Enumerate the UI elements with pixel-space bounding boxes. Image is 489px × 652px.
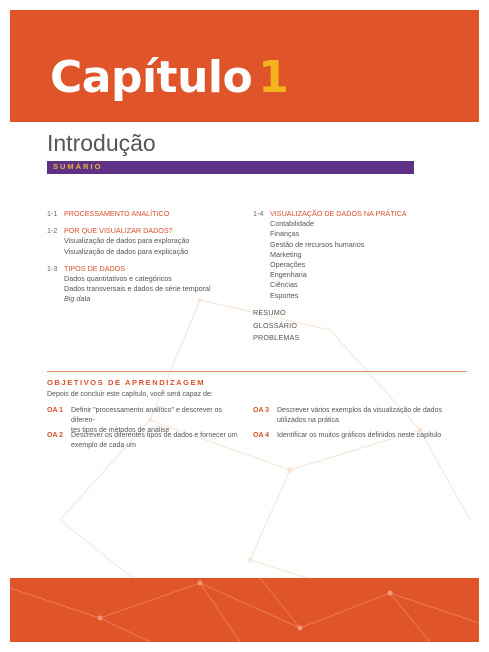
toc-entry (253, 209, 453, 301)
objective-text-line: exemplo de cada um (71, 442, 136, 449)
toc-subentry[interactable]: Ciências (270, 280, 298, 290)
toc-extra-glossario[interactable]: GLOSSÁRIO (253, 320, 298, 330)
toc-subentry[interactable]: Dados quantitativos e categóricos (64, 274, 172, 284)
bottom-network-pattern (10, 578, 479, 642)
toc-subentry[interactable]: Dados transversais e dados de série temporal (64, 284, 211, 294)
toc-entry-heading[interactable]: VISUALIZAÇÃO DE DADOS NA PRÁTICA (270, 209, 407, 218)
toc-left-column (47, 209, 247, 312)
toc-entry-number: 1-3 (47, 263, 58, 273)
objective-code: OA 2 (47, 432, 64, 439)
toc-extra-resumo[interactable]: RESUMO (253, 307, 286, 317)
chapter-banner (10, 10, 479, 122)
chapter-word: Capítulo (50, 52, 253, 103)
summary-bar (47, 161, 414, 174)
objective-text-line: Descrever os diferentes tipos de dados e fornecer um (71, 432, 238, 439)
bottom-banner (10, 578, 479, 642)
toc-subentry[interactable]: Visualização de dados para explicação (64, 246, 189, 256)
objective-item (47, 431, 247, 451)
section-divider (47, 371, 467, 372)
toc-entry (47, 264, 247, 305)
toc-subentry[interactable]: Esportes (270, 290, 299, 300)
toc-entry-number: 1-4 (253, 209, 264, 218)
objective-item (253, 431, 463, 441)
chapter-title (50, 52, 288, 103)
summary-label: SUMÁRIO (53, 162, 103, 171)
toc-entry-number: 1-1 (47, 209, 58, 218)
toc-entry (47, 226, 247, 257)
toc-subentry[interactable]: Contabilidade (270, 219, 314, 229)
toc-entry (47, 209, 247, 219)
objective-code: OA 4 (253, 432, 270, 439)
objective-text-line: utilizados na prática (277, 417, 339, 424)
objectives-intro: Depois de concluir este capítulo, você será capaz de: (47, 391, 213, 398)
objective-item (253, 406, 463, 426)
objective-text-line: Identificar os muitos gráficos definidos neste capítulo (277, 432, 442, 439)
chapter-number: 1 (258, 52, 289, 103)
toc-entry-number: 1-2 (47, 226, 58, 236)
toc-subentry[interactable]: Finanças (270, 229, 300, 239)
toc-subentry[interactable]: Operações (270, 260, 306, 270)
objective-text-line: Definir "processamento analítico" e descrever os diferen- (71, 407, 222, 424)
objective-text-line: Descrever vários exemplos da visualização de dados (277, 407, 442, 414)
objective-code: OA 3 (253, 407, 270, 414)
objective-text-line: tes tipos de métodos de análise (71, 427, 170, 434)
toc-subentry[interactable]: Marketing (270, 249, 302, 259)
toc-subentry[interactable]: Visualização de dados para exploração (64, 236, 190, 246)
toc-subentry[interactable]: Big data (64, 294, 91, 304)
objective-code: OA 1 (47, 407, 64, 414)
toc-subentry[interactable]: Engenharia (270, 270, 307, 280)
toc-extra-problemas[interactable]: PROBLEMAS (253, 333, 300, 343)
toc-entry-heading[interactable]: POR QUE VISUALIZAR DADOS? (64, 226, 173, 236)
section-title: Introdução (47, 130, 156, 156)
toc-entry-heading[interactable]: TIPOS DE DADOS (64, 263, 126, 273)
objectives-title: OBJETIVOS DE APRENDIZAGEM (47, 378, 206, 387)
toc-entry-heading[interactable]: PROCESSAMENTO ANALÍTICO (64, 209, 170, 218)
toc-subentry[interactable]: Gestão de recursos humanos (270, 239, 365, 249)
toc-right-column (253, 209, 453, 346)
